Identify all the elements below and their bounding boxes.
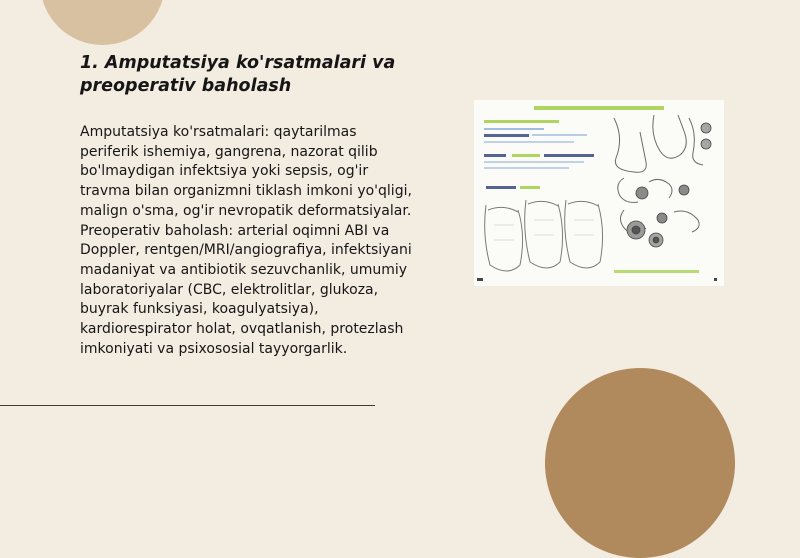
divider-line: [0, 405, 375, 406]
decorative-circle-top: [40, 0, 165, 45]
slide-title: 1. Amputatsiya ko'rsatmalari va preoperativ baholash: [80, 53, 396, 96]
slide-body-text: Amputatsiya ko'rsatmalari: qaytarilmas periferik ishemiya, gangrena, nazorat qilib bo'lmaydigan infektsiya yoki sepsis, og'ir travma bilan organizmni tiklash imkoni yo'qligi, malign o'sma, og'ir nevropatik deformatsiyalar. Preoperativ baholash: arterial oqimni ABI va Doppler, rentgen/MRI/angiografiya, infektsiyani madaniyat va antibiotik sezuvchanlik, umumiy laboratoriyalar (CBC, elektrolitlar, glukoza, buyrak funksiyasi, koagulyatsiya), kardiorespirator holat, ovqatlanish, protezlash imkoniyati va psixososial tayyorgarlik.: [80, 124, 412, 357]
medical-illustration-icon: [474, 100, 724, 286]
decorative-circle-bottom: [545, 368, 735, 558]
